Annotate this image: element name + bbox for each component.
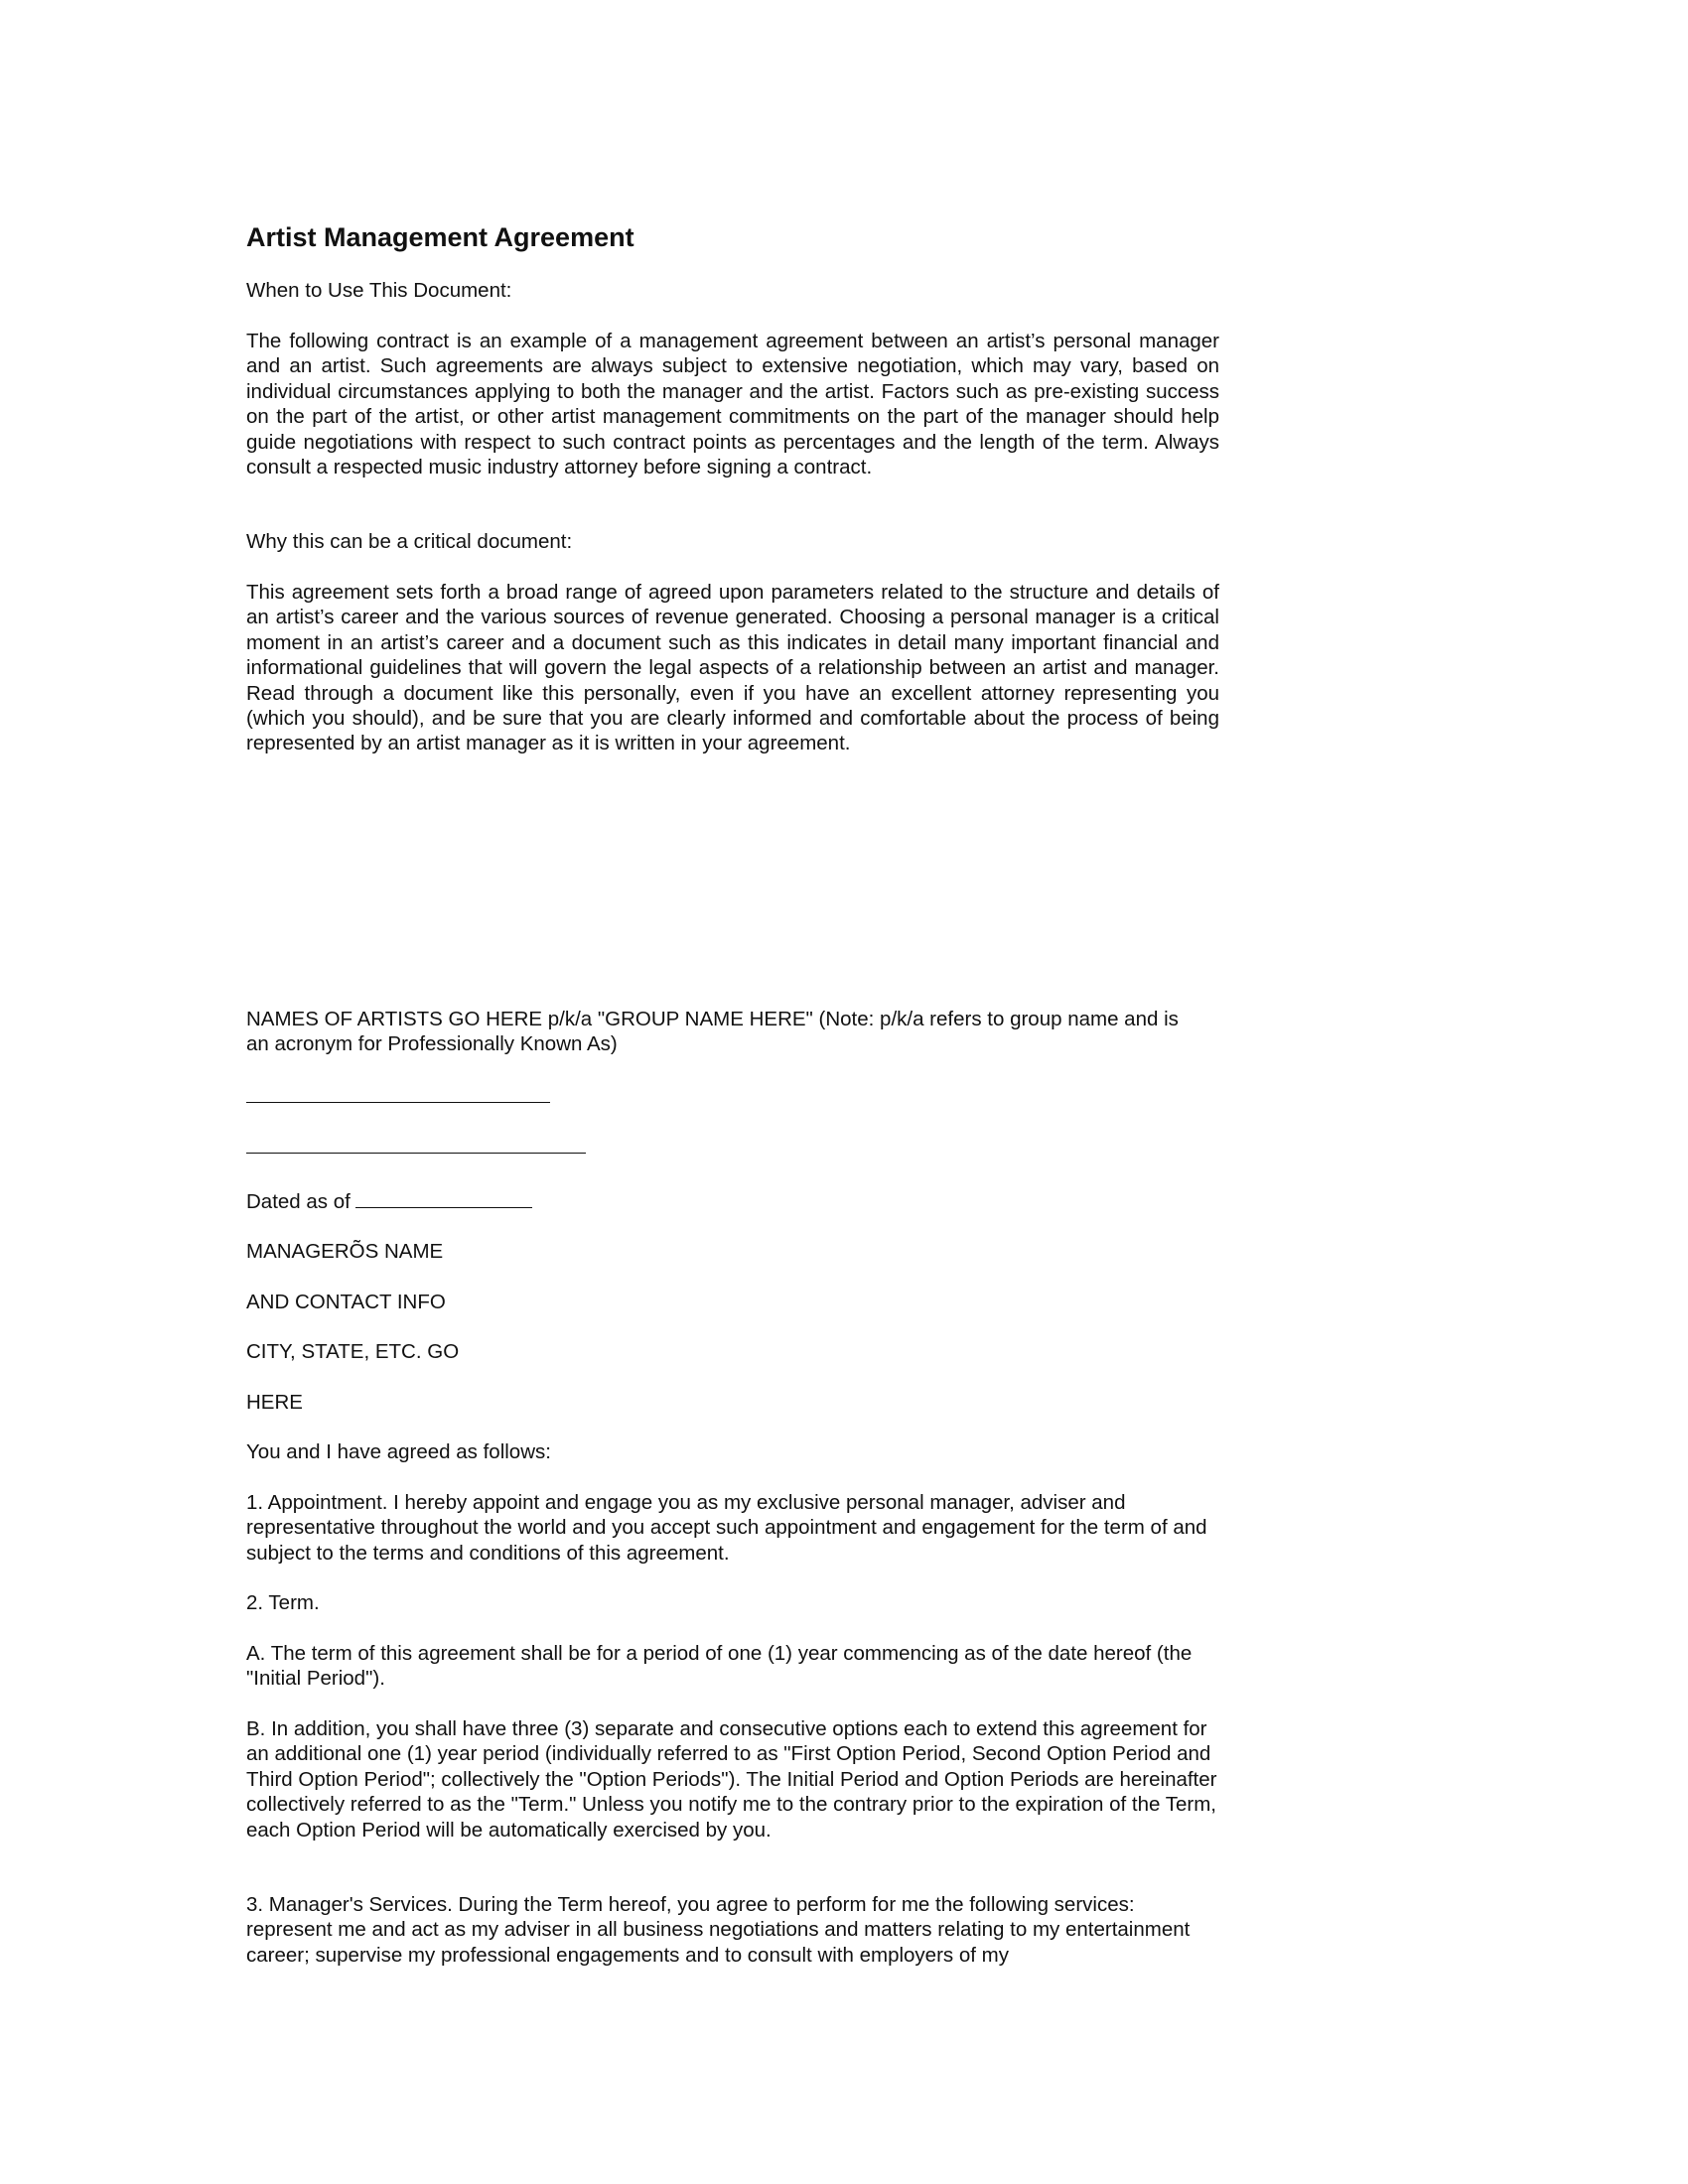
why-heading: Why this can be a critical document: [246,530,573,553]
manager-name: MANAGERÕS NAME [246,1240,444,1263]
clause-appointment: 1. Appointment. I hereby appoint and engage you as my exclusive personal manager, adviser and representative throughout the world and you accept such appointment and engagement for the term of and subject to the terms and conditions of this agreement. [246,1491,1207,1565]
dated-line [246,1188,532,1214]
when-heading: When to Use This Document: [246,279,512,302]
why-paragraph: This agreement sets forth a broad range of agreed upon parameters related to the structure and details of an artist’s career and the various sources of revenue generated. Choosing a personal manager is a critical moment in an artist’s career and a document such as this indicates in detail many important financial and informational guidelines that will govern the legal aspects of a relationship between an artist and manager. Read through a document like this personally, even if you have an excellent attorney representing you (which you should), and be sure that you are clearly informed and comfortable about the process of being represented by an artist manager as it is written in your agreement. [246,581,1219,755]
artist-names-line: NAMES OF ARTISTS GO HERE p/k/a "GROUP NAME HERE" (Note: p/k/a refers to group name and is an acronym for Professionally Known As) [246,1008,1179,1056]
here-line: HERE [246,1391,303,1414]
signature-line-1 [246,1102,550,1103]
agreed-intro: You and I have agreed as follows: [246,1440,551,1463]
document-title: Artist Management Agreement [246,222,634,252]
clause-term-b: B. In addition, you shall have three (3) separate and consecutive options each to extend this agreement for an additional one (1) year period (individually referred to as "First Option Period, Second Option Period and Third Option Period"; collectively the "Option Periods"). The Initial Period and Option Periods are hereinafter collectively referred to as the "Term." Unless you notify me to the contrary prior to the expiration of the Term, each Option Period will be automatically exercised by you. [246,1717,1217,1842]
clause-manager-services: 3. Manager's Services. During the Term hereof, you agree to perform for me the following services: represent me and act as my adviser in all business negotiations and matters relating to my entertainment career; supervise my professional engagements and to consult with employers of my [246,1893,1191,1967]
contact-info: AND CONTACT INFO [246,1291,446,1313]
when-paragraph: The following contract is an example of a management agreement between an artist’s personal manager and an artist. Such agreements are always subject to extensive negotiation, which may vary, based on individual circumstances applying to both the manager and the artist. Factors such as pre-existing success on the part of the artist, or other artist management commitments on the part of the manager should help guide negotiations with respect to such contract points as percentages and the length of the term. Always consult a respected music industry attorney before signing a contract. [246,330,1219,479]
signature-line-2 [246,1153,586,1154]
city-state: CITY, STATE, ETC. GO [246,1340,460,1363]
date-blank [355,1188,532,1208]
dated-label: Dated as of [246,1190,351,1213]
clause-term-heading: 2. Term. [246,1591,320,1614]
clause-term-a: A. The term of this agreement shall be for a period of one (1) year commencing as of the date hereof (the "Initial Period"). [246,1642,1193,1691]
